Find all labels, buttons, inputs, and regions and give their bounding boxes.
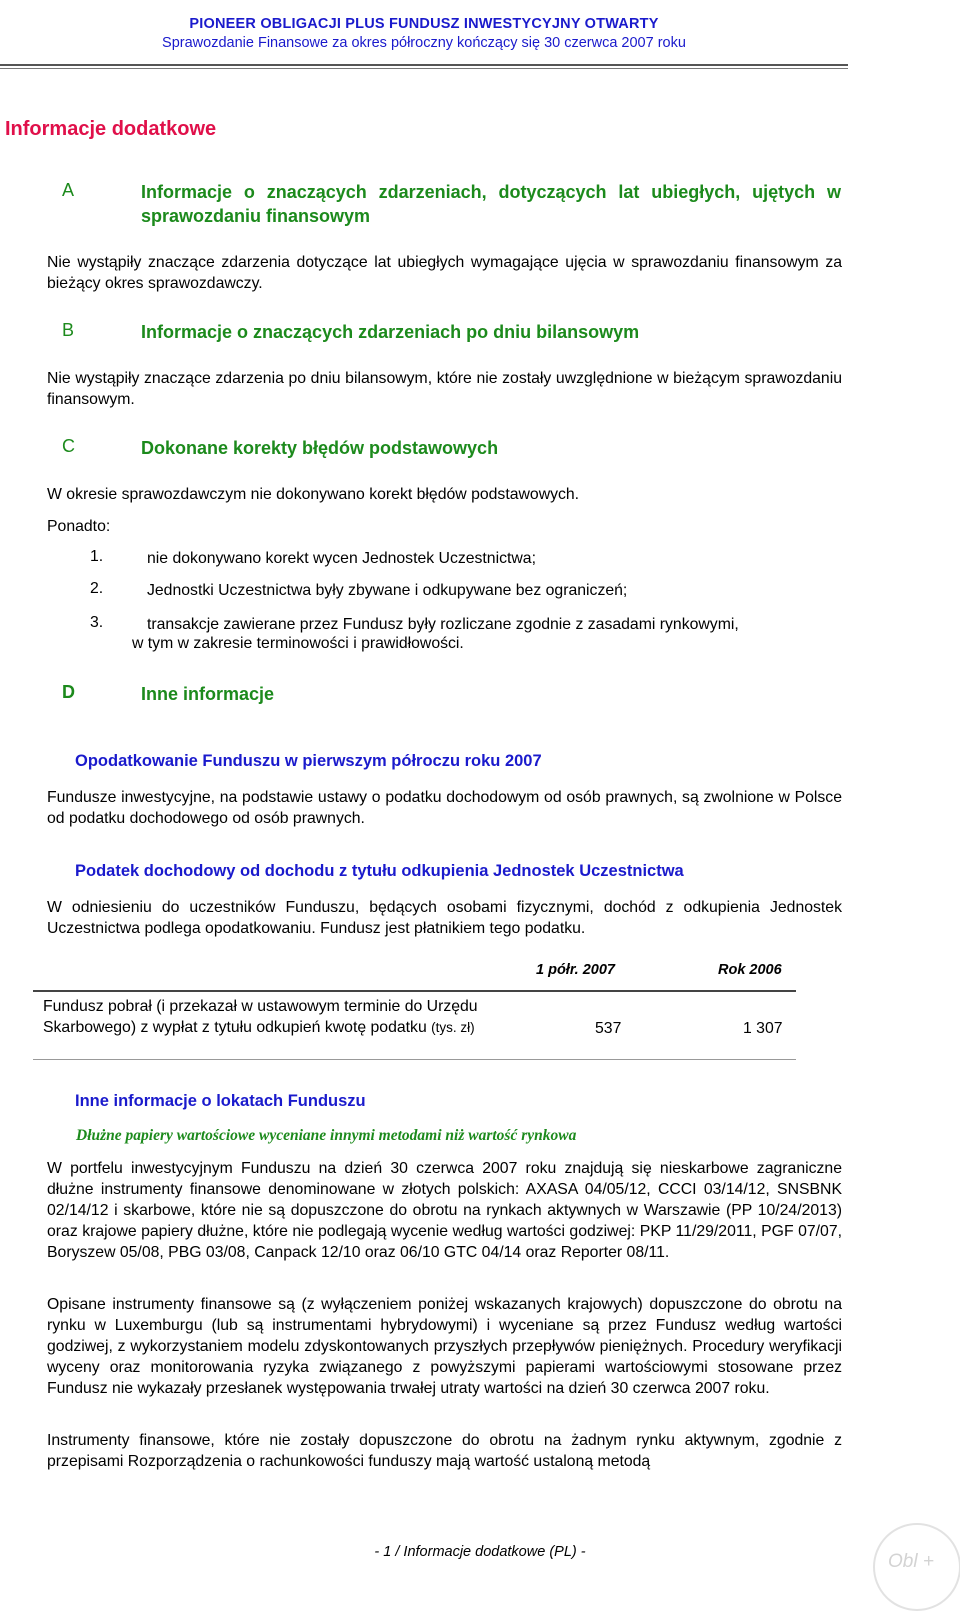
portfolio-paragraph: W portfelu inwestycyjnym Funduszu na dzień 30 czerwca 2007 roku znajdują się nieskarbowe zagraniczne dłużne instrumenty finansowe denominowane w złotych polskich: AXASA 04/05/12, CCCI 03/14/12, SNSBNK 02/14/12 i skarbowe, które nie są dopuszczone do obrotu na rynkach aktywnych w Warszawie (PP 10/24/2013) oraz krajowe papiery dłużne, które nie podlegają wycenie według wartości godziwej: PKP 11/29/2011, PGF 07/07, Boryszew 05/08, PBG 03/08, Canpack 12/10 oraz 06/10 GTC 04/14 oraz Reporter 08/11. (47, 1160, 842, 1261)
table-row-unit: (tys. zł) (431, 1020, 475, 1035)
income-tax-heading: Podatek dochodowy od dochodu z tytułu odkupienia Jednostek Uczestnictwa (75, 862, 684, 880)
ponadto-label: Ponadto: (47, 518, 111, 535)
unlisted-instruments-paragraph: Instrumenty finansowe, które nie zostały dopuszczone do obrotu na żadnym rynku aktywnym, zgodnie z przepisami Rozporządzenia o rachunkowości funduszy mają wartość ustaloną metodą (47, 1432, 842, 1470)
page-title: Informacje dodatkowe (5, 118, 217, 140)
list-item-number: 3. (90, 614, 104, 631)
list-item-text: transakcje zawierane przez Fundusz były rozliczane zgodnie z zasadami rynkowymi, (147, 616, 739, 633)
table-value-2007: 537 (595, 1020, 622, 1037)
list-item-number: 1. (90, 548, 104, 565)
header-rule-thin (0, 68, 848, 69)
other-investments-heading: Inne informacje o lokatach Funduszu (75, 1092, 366, 1110)
page-footer: - 1 / Informacje dodatkowe (PL) - (374, 1544, 586, 1560)
report-subtitle: Sprawozdanie Finansowe za okres półroczny kończący się 30 czerwca 2007 roku (162, 35, 686, 51)
stamp-label: Obl + (888, 1551, 934, 1572)
tax-heading: Opodatkowanie Funduszu w pierwszym półroczu roku 2007 (75, 752, 542, 770)
table-row-label (43, 996, 483, 1038)
list-item-text: nie dokonywano korekt wycen Jednostek Uczestnictwa; (147, 550, 536, 567)
list-item-continuation: w tym w zakresie terminowości i prawidłowości. (132, 635, 464, 652)
fund-name: PIONEER OBLIGACJI PLUS FUNDUSZ INWESTYCYJNY OTWARTY (189, 16, 659, 32)
valuation-paragraph: Opisane instrumenty finansowe są (z wyłączeniem poniżej wskazanych krajowych) dopuszczone do obrotu na rynku w Luxemburgu (lub są instrumentami hybrydowymi) i wyceniane są przez Fundusz według wartości godziwej, z wykorzystaniem modelu zdyskontowanych przyszłych przepływów pieniężnych. Procedury weryfikacji wyceny oraz monitorowania ryzyka związanego z powyższymi papierami wartościowymi stosowane przez Fundusz nie wykazały przesłanek występowania trwałej utraty wartości na dzień 30 czerwca 2007 roku. (47, 1296, 842, 1397)
list-item-text: Jednostki Uczestnictwa były zbywane i odkupywane bez ograniczeń; (147, 582, 628, 599)
table-rule-bottom (33, 1059, 796, 1060)
section-d-heading: Inne informacje (141, 684, 275, 704)
document-header (0, 16, 848, 51)
income-tax-body: W odniesieniu do uczestników Funduszu, będących osobami fizycznymi, dochód z odkupienia Jednostek Uczestnictwa podlega opodatkowaniu. Fundusz jest płatnikiem tego podatku. (47, 899, 842, 937)
debt-securities-heading: Dłużne papiery wartościowe wyceniane innymi metodami niż wartość rynkowa (76, 1127, 577, 1144)
table-rule-top (33, 990, 796, 992)
list-item-number: 2. (90, 580, 104, 597)
table-col-header-2006: Rok 2006 (718, 962, 782, 978)
table-row-text: Fundusz pobrał (i przekazał w ustawowym terminie do Urzędu Skarbowego) z wypłat z tytułu odkupień kwotę podatku (43, 998, 478, 1036)
section-a-body: Nie wystąpiły znaczące zdarzenia dotyczące lat ubiegłych wymagające ujęcia w sprawozdaniu finansowym za bieżący okres sprawozdawczy. (47, 254, 842, 292)
section-b-letter: B (62, 320, 75, 340)
section-c-body: W okresie sprawozdawczym nie dokonywano korekt błędów podstawowych. (47, 486, 580, 503)
section-a-heading: Informacje o znaczących zdarzeniach, dotyczących lat ubiegłych, ujętych w sprawozdaniu finansowym (141, 182, 841, 226)
section-a-letter: A (62, 180, 75, 200)
section-d-letter: D (62, 682, 75, 702)
section-b-heading: Informacje o znaczących zdarzeniach po dniu bilansowym (141, 322, 640, 342)
table-value-2006: 1 307 (743, 1020, 783, 1037)
header-rule-thick (0, 64, 848, 66)
section-c-heading: Dokonane korekty błędów podstawowych (141, 438, 499, 458)
tax-body: Fundusze inwestycyjne, na podstawie ustawy o podatku dochodowym od osób prawnych, są zwolnione w Polsce od podatku dochodowego od osób prawnych. (47, 789, 842, 827)
section-b-body: Nie wystąpiły znaczące zdarzenia po dniu bilansowym, które nie zostały uwzględnione w bieżącym sprawozdaniu finansowym. (47, 370, 842, 408)
table-col-header-2007: 1 półr. 2007 (536, 962, 615, 978)
section-c-letter: C (62, 436, 75, 456)
